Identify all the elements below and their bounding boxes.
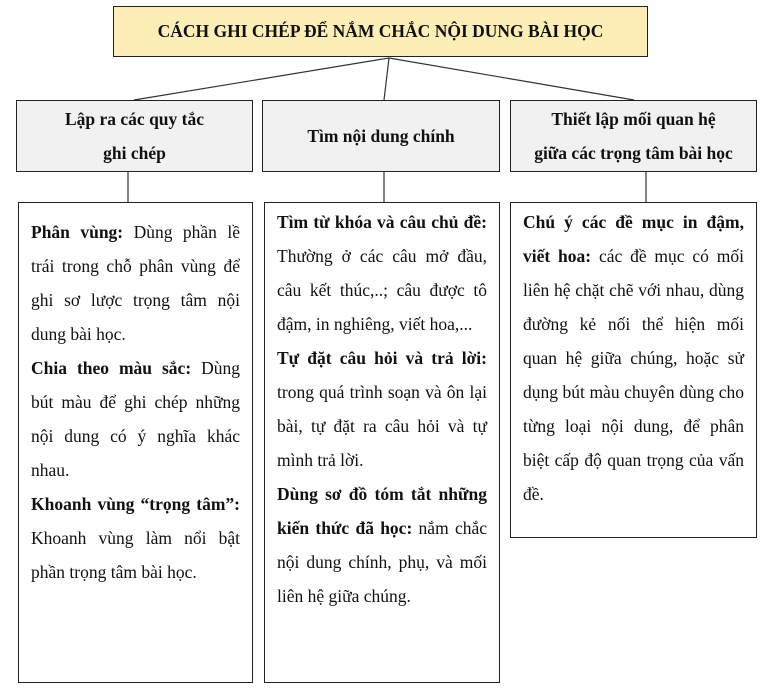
item-term: Khoanh vùng “trọng tâm”: <box>31 494 240 514</box>
connector-title-center <box>384 58 389 100</box>
list-item <box>277 205 487 341</box>
item-term: Tìm từ khóa và câu chủ đề: <box>277 212 487 232</box>
item-desc: nắm chắc nội dung chính, phụ, và mối liên hệ giữa chúng. <box>277 518 487 606</box>
list-item <box>277 477 487 613</box>
list-item <box>31 351 240 487</box>
item-desc: Dùng bút màu để ghi chép những nội dung có ý nghĩa khác nhau. <box>31 358 241 480</box>
diagram-title: CÁCH GHI CHÉP ĐỂ NẮM CHẮC NỘI DUNG BÀI HỌC <box>113 6 648 57</box>
list-item <box>523 205 744 511</box>
branch-content-relationships <box>510 202 757 538</box>
item-desc: các đề mục có mối liên hệ chặt chẽ với nhau, dùng đường kẻ nối thể hiện mối quan hệ giữa chúng, hoặc sử dụng bút màu chuyên dùng cho từng loại nội dung, để phân biệt cấp độ quan trọng của vấn đề. <box>523 246 744 504</box>
item-term: Tự đặt câu hỏi và trả lời: <box>277 348 487 368</box>
item-desc: Dùng phần lề trái trong chỗ phân vùng để ghi sơ lược trọng tâm nội dung bài học. <box>31 222 240 344</box>
item-term: Phân vùng: <box>31 222 124 242</box>
list-item <box>277 341 487 477</box>
item-desc: Thường ở các câu mở đầu, câu kết thúc,..; câu được tô đậm, in nghiêng, viết hoa,... <box>277 246 487 334</box>
branch-header-relationships-line1: Thiết lập mối quan hệ <box>551 109 716 129</box>
branch-header-relationships-line2: giữa các trọng tâm bài học <box>534 143 733 163</box>
branch-header-rules-line2: ghi chép <box>103 143 166 163</box>
branch-header-rules <box>16 100 253 172</box>
branch-content-rules <box>18 202 253 683</box>
item-term: Chú ý các đề mục in đậm, viết hoa: <box>523 212 744 266</box>
list-item <box>31 215 240 351</box>
branch-header-rules-line1: Lập ra các quy tắc <box>64 109 205 129</box>
branch-content-main-content <box>264 202 500 683</box>
branch-header-main-content-line1: Tìm nội dung chính <box>307 126 455 146</box>
item-desc: Khoanh vùng làm nổi bật phần trọng tâm bài học. <box>31 528 240 582</box>
list-item <box>31 487 240 589</box>
item-term: Dùng sơ đồ tóm tắt những kiến thức đã học: <box>277 484 487 538</box>
branch-header-relationships <box>510 100 757 172</box>
connector-title-right <box>389 58 634 100</box>
item-term: Chia theo màu sắc: <box>31 358 192 378</box>
item-desc: trong quá trình soạn và ôn lại bài, tự đặt ra câu hỏi và tự mình trả lời. <box>277 382 487 470</box>
connector-title-left <box>134 58 389 100</box>
branch-header-main-content <box>262 100 500 172</box>
